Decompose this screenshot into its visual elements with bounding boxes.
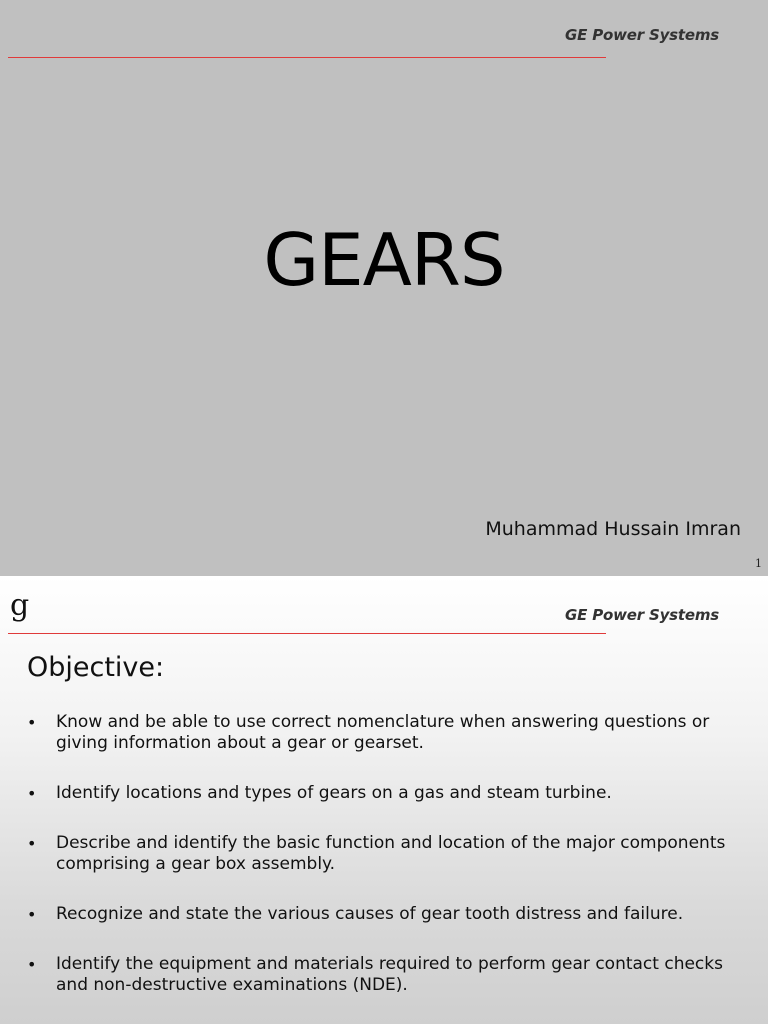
objective-list	[27, 712, 732, 1024]
header-rule	[8, 57, 606, 58]
bullet-text: Recognize and state the various causes of gear tooth distress and failure.	[56, 904, 684, 924]
list-item	[27, 833, 732, 875]
slide-heading: Objective:	[27, 652, 165, 683]
brand-label: GE Power Systems	[565, 26, 719, 44]
bullet-text: Know and be able to use correct nomenclature when answering questions or giving information about a gear or gearset.	[56, 712, 710, 753]
list-item	[27, 954, 732, 996]
bullet-icon: •	[27, 834, 37, 853]
page-number: 1	[755, 557, 762, 570]
header-rule	[8, 633, 606, 634]
bullet-icon: •	[27, 784, 37, 803]
objective-slide	[0, 576, 768, 1024]
list-item	[27, 783, 732, 804]
author-name: Muhammad Hussain Imran	[485, 518, 741, 540]
list-item	[27, 904, 732, 925]
bullet-text: Identify the equipment and materials required to perform gear contact checks and non-destructive examinations (NDE).	[56, 954, 723, 995]
slide-title: GEARS	[263, 218, 505, 302]
ge-logo: g	[10, 588, 30, 623]
bullet-text: Identify locations and types of gears on a gas and steam turbine.	[56, 783, 612, 803]
bullet-text: Describe and identify the basic function and location of the major components comprising a gear box assembly.	[56, 833, 726, 874]
bullet-icon: •	[27, 905, 37, 924]
brand-label: GE Power Systems	[565, 606, 719, 624]
bullet-icon: •	[27, 713, 37, 732]
list-item	[27, 712, 732, 754]
bullet-icon: •	[27, 955, 37, 974]
